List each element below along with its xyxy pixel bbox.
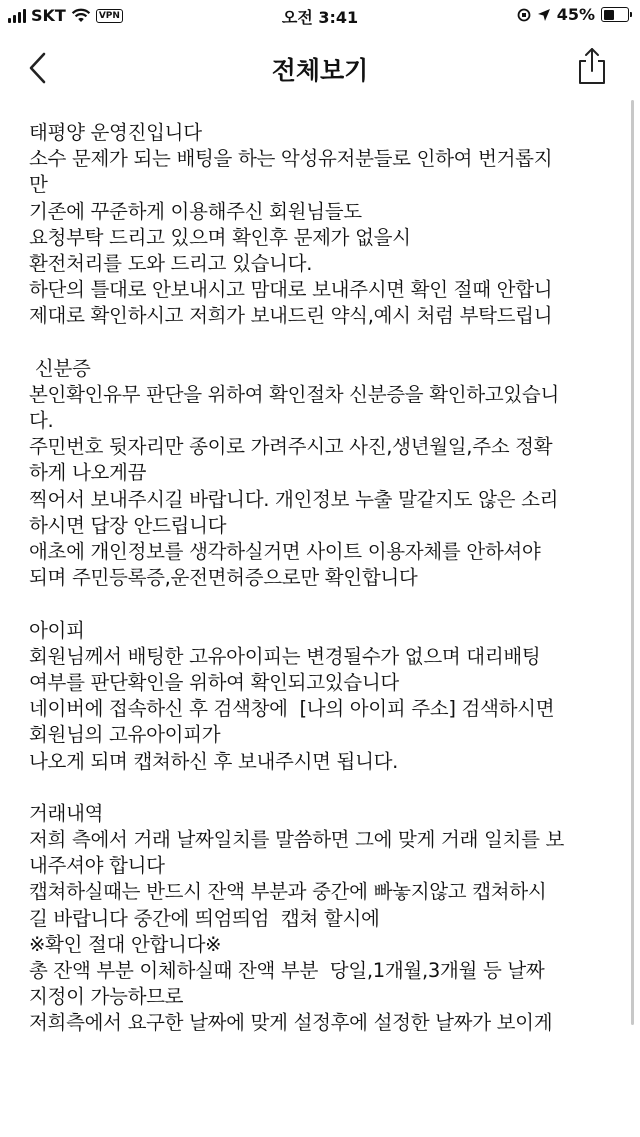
text-line: ※확인 절대 안합니다※ bbox=[29, 932, 222, 956]
battery-icon bbox=[601, 7, 632, 22]
text-line: 저희측에서 요구한 날짜에 맞게 설정후에 설정한 날짜가 보이게 bbox=[29, 1011, 553, 1035]
text-line: 되며 주민등록증,운전면허증으로만 확인합니다 bbox=[29, 566, 418, 590]
text-line bbox=[29, 330, 619, 356]
text-line: 총 잔액 부분 이체하실때 잔액 부분 당일,1개월,3개월 등 날짜 bbox=[29, 959, 545, 982]
navigation-bar bbox=[0, 34, 640, 100]
text-line: 내주셔야 합니다 bbox=[29, 854, 165, 878]
share-button[interactable] bbox=[574, 46, 610, 86]
text-line: 하시면 답장 안드립니다 bbox=[29, 513, 227, 537]
orientation-lock-icon bbox=[517, 8, 531, 22]
text-line: 여부를 판단확인을 위하여 확인되고있습니다 bbox=[29, 670, 399, 694]
text-line: 회원님의 고유아이피가 bbox=[29, 723, 221, 747]
text-line: 하게 나오게끔 bbox=[29, 461, 147, 485]
text-line: 길 바랍니다 중간에 띄엄띄엄 캡쳐 할시에 bbox=[29, 906, 380, 930]
text-line: 아이피 bbox=[29, 618, 85, 642]
share-icon bbox=[574, 46, 610, 86]
message-body bbox=[29, 120, 619, 1037]
status-bar bbox=[0, 0, 640, 34]
carrier-label: SKT bbox=[31, 6, 66, 25]
text-line: 요청부탁 드리고 있으며 확인후 문제가 없을시 bbox=[29, 225, 411, 249]
battery-percent: 45% bbox=[556, 5, 595, 24]
location-arrow-icon bbox=[537, 8, 551, 22]
text-line: 회원님께서 배팅한 고유아이피는 변경될수가 없으며 대리배팅 bbox=[29, 644, 541, 668]
text-line: 소수 문제가 되는 배팅을 하는 악성유저분들로 인하여 번거롭지 bbox=[29, 147, 553, 171]
battery-fill bbox=[604, 10, 614, 20]
text-line: 찍어서 보내주시길 바랍니다. 개인정보 누출 말같지도 않은 소리 bbox=[29, 487, 559, 511]
text-line: 네이버에 접속하신 후 검색창에 [나의 아이피 주소] 검색하시면 bbox=[29, 697, 555, 721]
text-line: 제대로 확인하시고 저희가 보내드린 약식,예시 처럼 부탁드립니 bbox=[29, 304, 553, 328]
text-line: 환전처리를 도와 드리고 있습니다. bbox=[29, 251, 313, 275]
text-line: 만 bbox=[29, 173, 48, 197]
text-line: 거래내역 bbox=[29, 801, 104, 825]
text-line: 지정이 가능하므로 bbox=[29, 985, 184, 1009]
text-line: 신분증 bbox=[29, 356, 91, 380]
text-line: 본인확인유무 판단을 위하여 확인절차 신분증을 확인하고있습니 bbox=[29, 382, 559, 406]
status-right bbox=[517, 5, 632, 24]
text-line: 주민번호 뒷자리만 종이로 가려주시고 사진,생년월일,주소 정확 bbox=[29, 435, 553, 459]
text-line bbox=[29, 591, 619, 617]
text-line: 태평양 운영진입니다 bbox=[29, 121, 202, 144]
status-time: 오전 3:41 bbox=[281, 8, 359, 27]
text-line: 애초에 개인정보를 생각하실거면 사이트 이용자체를 안하셔야 bbox=[29, 540, 541, 563]
text-line: 저희 측에서 거래 날짜일치를 말씀하면 그에 맞게 거래 일치를 보 bbox=[29, 828, 565, 852]
text-line: 기존에 꾸준하게 이용해주신 회원님들도 bbox=[29, 199, 362, 223]
vpn-badge: VPN bbox=[96, 9, 123, 23]
text-line: 다. bbox=[29, 409, 54, 433]
text-line: 캡쳐하실때는 반드시 잔액 부분과 중간에 빠놓지않고 캡쳐하시 bbox=[29, 880, 547, 904]
text-line bbox=[29, 775, 619, 801]
scrollbar[interactable] bbox=[631, 100, 634, 1137]
text-line: 하단의 틀대로 안보내시고 맘대로 보내주시면 확인 절때 안합니 bbox=[29, 278, 553, 302]
scrollbar-thumb[interactable] bbox=[631, 100, 634, 1025]
page-title: 전체보기 bbox=[271, 56, 369, 85]
text-line: 나오게 되며 캡쳐하신 후 보내주시면 됩니다. bbox=[29, 749, 399, 773]
